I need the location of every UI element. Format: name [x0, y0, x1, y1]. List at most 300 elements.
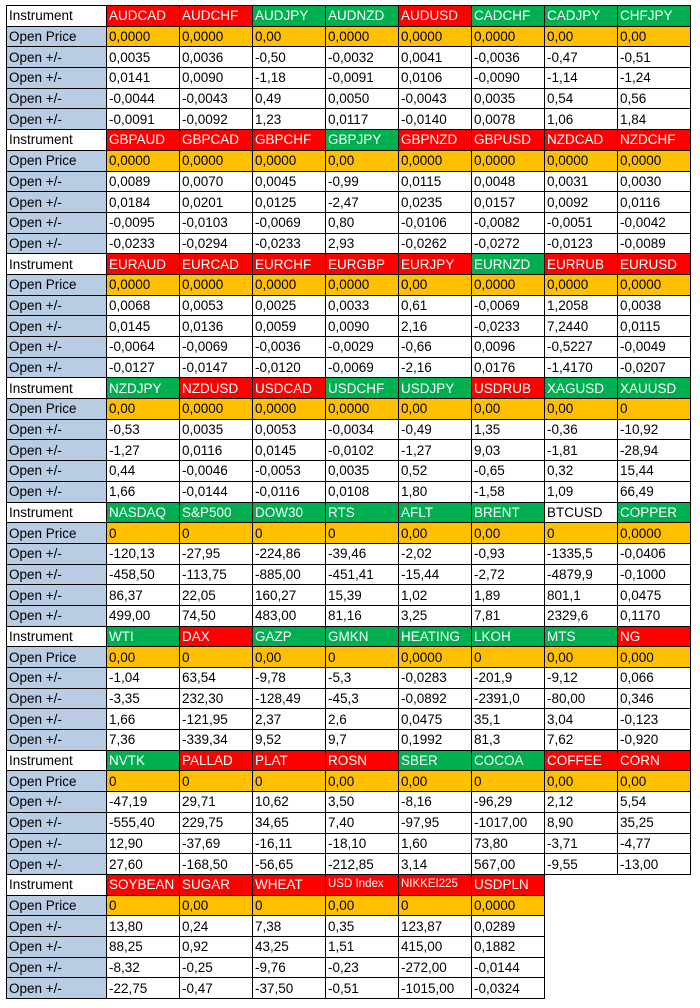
open-price-cell: 0,00	[253, 26, 326, 47]
row-label-instrument: Instrument	[7, 626, 107, 647]
instrument-name-cell: EURUSD	[618, 254, 691, 275]
row-label-open-price: Open Price	[7, 399, 107, 420]
open-price-cell: 0,0000	[326, 26, 399, 47]
instrument-name-cell: USDRUB	[472, 378, 545, 399]
open-change-cell: -0,0089	[618, 233, 691, 254]
open-change-row	[7, 316, 691, 337]
open-change-row	[7, 792, 691, 813]
open-change-cell: -0,25	[180, 957, 253, 978]
instrument-name-cell: GBPJPY	[326, 130, 399, 151]
open-change-cell: 7,36	[107, 730, 180, 751]
open-price-row	[7, 274, 691, 295]
open-change-cell: -2,47	[326, 192, 399, 213]
open-change-cell: 0,0090	[326, 316, 399, 337]
open-change-cell: 160,27	[253, 585, 326, 606]
open-change-cell: -0,0043	[180, 88, 253, 109]
open-change-cell: 2,6	[326, 709, 399, 730]
open-change-cell: -0,0272	[472, 233, 545, 254]
open-change-cell: -0,47	[545, 47, 618, 68]
open-change-cell: -0,0127	[107, 357, 180, 378]
instrument-name-cell: EURAUD	[107, 254, 180, 275]
open-change-cell: 0,0035	[326, 461, 399, 482]
open-change-cell: 0,56	[618, 88, 691, 109]
instrument-table	[6, 5, 691, 999]
open-change-cell: 0,80	[326, 212, 399, 233]
open-price-cell: 0,0000	[253, 150, 326, 171]
open-price-cell: 0,00	[545, 399, 618, 420]
open-change-cell: 0,52	[399, 461, 472, 482]
open-change-cell: 0,0475	[399, 709, 472, 730]
open-price-cell: 0	[472, 771, 545, 792]
open-change-cell: 3,14	[399, 854, 472, 875]
open-price-cell: 0,00	[618, 771, 691, 792]
instrument-name-cell: NVTK	[107, 750, 180, 771]
instrument-name-cell: HEATING	[399, 626, 472, 647]
open-change-row	[7, 357, 691, 378]
open-change-cell: 0,0108	[326, 481, 399, 502]
open-change-cell: -0,0207	[618, 357, 691, 378]
open-change-cell: 0,0089	[107, 171, 180, 192]
row-label-open-change: Open +/-	[7, 792, 107, 813]
open-change-cell: 0,0035	[180, 419, 253, 440]
open-change-cell: 0,0035	[472, 88, 545, 109]
empty-cell	[545, 895, 618, 916]
open-change-cell: 0,0070	[180, 171, 253, 192]
open-price-cell: 0,00	[399, 274, 472, 295]
instrument-name-cell: PALLAD	[180, 750, 253, 771]
open-change-cell: -0,0090	[472, 68, 545, 89]
instrument-name-cell: SUGAR	[180, 874, 253, 895]
open-change-cell: 88,25	[107, 936, 180, 957]
open-change-row	[7, 295, 691, 316]
open-change-cell: -1,27	[399, 440, 472, 461]
open-change-cell: -27,95	[180, 543, 253, 564]
open-change-cell: -272,00	[399, 957, 472, 978]
instrument-name-cell: USDCHF	[326, 378, 399, 399]
open-change-cell: -885,00	[253, 564, 326, 585]
open-price-cell: 0,0000	[472, 274, 545, 295]
row-label-open-change: Open +/-	[7, 543, 107, 564]
instrument-name-cell: AUDJPY	[253, 6, 326, 27]
open-change-cell: 35,1	[472, 709, 545, 730]
open-change-cell: 0,0053	[180, 295, 253, 316]
row-label-open-change: Open +/-	[7, 88, 107, 109]
open-change-cell: -0,51	[618, 47, 691, 68]
open-price-cell: 0,0000	[399, 26, 472, 47]
open-change-cell: -0,0091	[326, 68, 399, 89]
open-change-cell: -0,0294	[180, 233, 253, 254]
instrument-row	[7, 130, 691, 151]
open-change-cell: -0,0046	[180, 461, 253, 482]
open-change-cell: 0,49	[253, 88, 326, 109]
instrument-row	[7, 750, 691, 771]
open-change-cell: -0,0032	[326, 47, 399, 68]
open-change-row	[7, 88, 691, 109]
open-change-cell: -0,1000	[618, 564, 691, 585]
row-label-instrument: Instrument	[7, 130, 107, 151]
open-change-cell: 0,0115	[618, 316, 691, 337]
open-change-cell: 74,50	[180, 605, 253, 626]
open-price-cell: 0,00	[472, 399, 545, 420]
open-change-cell: 7,81	[472, 605, 545, 626]
open-change-cell: 29,71	[180, 792, 253, 813]
row-label-open-change: Open +/-	[7, 585, 107, 606]
open-change-row	[7, 47, 691, 68]
open-change-cell: 0,32	[545, 461, 618, 482]
empty-cell	[618, 936, 691, 957]
open-change-cell: -1017,00	[472, 812, 545, 833]
open-change-cell: 0,0201	[180, 192, 253, 213]
open-change-cell: -2,02	[399, 543, 472, 564]
open-price-cell: 0,0000	[107, 150, 180, 171]
open-change-cell: -0,0233	[107, 233, 180, 254]
open-change-cell: 0,0117	[326, 109, 399, 130]
instrument-name-cell: RTS	[326, 502, 399, 523]
open-change-cell: -0,0064	[107, 337, 180, 358]
open-change-cell: -0,0406	[618, 543, 691, 564]
open-change-cell: -0,0120	[253, 357, 326, 378]
open-price-cell: 0,00	[180, 895, 253, 916]
open-change-cell: -0,0102	[326, 440, 399, 461]
open-change-cell: -37,50	[253, 978, 326, 999]
open-change-cell: -1,04	[107, 668, 180, 689]
open-price-cell: 0,0000	[253, 274, 326, 295]
row-label-open-price: Open Price	[7, 523, 107, 544]
open-change-cell: 1,02	[399, 585, 472, 606]
row-label-open-change: Open +/-	[7, 192, 107, 213]
open-change-row	[7, 833, 691, 854]
open-price-cell: 0	[180, 771, 253, 792]
instrument-name-cell: AFLT	[399, 502, 472, 523]
open-change-cell: 483,00	[253, 605, 326, 626]
open-change-cell: 0,0033	[326, 295, 399, 316]
open-change-cell: -2391,0	[472, 688, 545, 709]
instrument-name-cell: CHFJPY	[618, 6, 691, 27]
open-change-cell: 0,1882	[472, 936, 545, 957]
open-change-cell: -0,920	[618, 730, 691, 751]
instrument-row	[7, 502, 691, 523]
instrument-name-cell: XAUUSD	[618, 378, 691, 399]
row-label-open-change: Open +/-	[7, 212, 107, 233]
open-change-cell: -0,0147	[180, 357, 253, 378]
empty-cell	[545, 916, 618, 937]
open-change-cell: 7,62	[545, 730, 618, 751]
open-change-cell: -97,95	[399, 812, 472, 833]
open-change-cell: -16,11	[253, 833, 326, 854]
open-change-cell: 0,066	[618, 668, 691, 689]
open-change-cell: 1,84	[618, 109, 691, 130]
instrument-name-cell: AUDNZD	[326, 6, 399, 27]
open-change-cell: 1,23	[253, 109, 326, 130]
instrument-row	[7, 874, 691, 895]
open-price-cell: 0,00	[326, 150, 399, 171]
open-change-cell: 66,49	[618, 481, 691, 502]
instrument-name-cell: LKOH	[472, 626, 545, 647]
open-price-cell: 0,0000	[545, 274, 618, 295]
open-change-cell: 3,25	[399, 605, 472, 626]
open-change-cell: -0,49	[399, 419, 472, 440]
open-change-cell: -8,32	[107, 957, 180, 978]
open-price-cell: 0,00	[472, 523, 545, 544]
open-change-cell: 0,0025	[253, 295, 326, 316]
instrument-name-cell: USD Index	[326, 874, 399, 895]
open-change-cell: 0,0059	[253, 316, 326, 337]
open-change-cell: 567,00	[472, 854, 545, 875]
open-change-cell: -0,0233	[472, 316, 545, 337]
open-price-row	[7, 771, 691, 792]
open-change-cell: -8,16	[399, 792, 472, 813]
open-change-cell: -224,86	[253, 543, 326, 564]
open-change-cell: 2,37	[253, 709, 326, 730]
open-price-cell: 0	[326, 523, 399, 544]
open-change-cell: 1,66	[107, 709, 180, 730]
open-change-cell: 0,0090	[180, 68, 253, 89]
instrument-name-cell: AUDCHF	[180, 6, 253, 27]
open-price-cell: 0,00	[107, 399, 180, 420]
open-price-row	[7, 523, 691, 544]
open-change-cell: 13,80	[107, 916, 180, 937]
instrument-name-cell: EURCHF	[253, 254, 326, 275]
open-change-cell: -0,0116	[253, 481, 326, 502]
instrument-name-cell: EURGBP	[326, 254, 399, 275]
open-change-cell: 0,0176	[472, 357, 545, 378]
open-change-cell: -0,0103	[180, 212, 253, 233]
open-change-cell: 0,0106	[399, 68, 472, 89]
open-change-cell: -0,0069	[326, 357, 399, 378]
open-change-cell: -0,0053	[253, 461, 326, 482]
instrument-name-cell: DAX	[180, 626, 253, 647]
instrument-name-cell: CADJPY	[545, 6, 618, 27]
open-change-cell: 0,0145	[107, 316, 180, 337]
open-change-cell: -80,00	[545, 688, 618, 709]
open-change-cell: 123,87	[399, 916, 472, 937]
instrument-name-cell: XAGUSD	[545, 378, 618, 399]
open-change-cell: -1015,00	[399, 978, 472, 999]
open-change-cell: -0,47	[180, 978, 253, 999]
instrument-name-cell: SBER	[399, 750, 472, 771]
open-change-cell: 10,62	[253, 792, 326, 813]
open-change-cell: -0,123	[618, 709, 691, 730]
instrument-name-cell: NASDAQ	[107, 502, 180, 523]
open-change-cell: -0,0082	[472, 212, 545, 233]
open-change-cell: 229,75	[180, 812, 253, 833]
open-change-cell: 9,03	[472, 440, 545, 461]
open-change-cell: 81,16	[326, 605, 399, 626]
empty-cell	[545, 978, 618, 999]
open-change-row	[7, 605, 691, 626]
open-change-cell: -201,9	[472, 668, 545, 689]
open-change-cell: 0,1992	[399, 730, 472, 751]
open-change-row	[7, 668, 691, 689]
open-change-cell: -0,0144	[472, 957, 545, 978]
open-price-cell: 0	[107, 523, 180, 544]
open-change-cell: 1,35	[472, 419, 545, 440]
open-change-cell: -0,5227	[545, 337, 618, 358]
open-change-cell: -0,36	[545, 419, 618, 440]
open-change-cell: 63,54	[180, 668, 253, 689]
open-change-cell: 1,06	[545, 109, 618, 130]
open-change-cell: -0,0051	[545, 212, 618, 233]
row-label-instrument: Instrument	[7, 874, 107, 895]
open-change-cell: 3,04	[545, 709, 618, 730]
instrument-name-cell: USDJPY	[399, 378, 472, 399]
open-change-cell: 3,50	[326, 792, 399, 813]
row-label-open-change: Open +/-	[7, 295, 107, 316]
row-label-open-change: Open +/-	[7, 978, 107, 999]
open-change-cell: 2,12	[545, 792, 618, 813]
row-label-instrument: Instrument	[7, 750, 107, 771]
instrument-row	[7, 254, 691, 275]
open-price-cell: 0,0000	[107, 274, 180, 295]
open-change-cell: 0,0475	[618, 585, 691, 606]
empty-cell	[618, 957, 691, 978]
open-change-cell: -18,10	[326, 833, 399, 854]
open-change-cell: -0,0106	[399, 212, 472, 233]
open-price-cell: 0,00	[399, 399, 472, 420]
open-change-row	[7, 68, 691, 89]
open-change-cell: -1,81	[545, 440, 618, 461]
instrument-name-cell: COFFEE	[545, 750, 618, 771]
row-label-open-change: Open +/-	[7, 357, 107, 378]
open-price-cell: 0,00	[399, 523, 472, 544]
row-label-open-change: Open +/-	[7, 419, 107, 440]
open-change-cell: -5,3	[326, 668, 399, 689]
open-price-cell: 0,0000	[545, 150, 618, 171]
open-change-cell: 801,1	[545, 585, 618, 606]
open-price-cell: 0,0000	[180, 26, 253, 47]
open-price-cell: 0,0000	[180, 150, 253, 171]
row-label-open-change: Open +/-	[7, 833, 107, 854]
open-change-cell: -0,0324	[472, 978, 545, 999]
open-price-cell: 0,0000	[472, 150, 545, 171]
open-price-cell: 0,0000	[618, 523, 691, 544]
open-change-cell: 0,0096	[472, 337, 545, 358]
open-change-cell: -1,58	[472, 481, 545, 502]
open-change-row	[7, 212, 691, 233]
open-change-row	[7, 730, 691, 751]
row-label-open-change: Open +/-	[7, 854, 107, 875]
open-change-row	[7, 564, 691, 585]
instrument-name-cell: EURJPY	[399, 254, 472, 275]
instrument-name-cell: CADCHF	[472, 6, 545, 27]
open-price-row	[7, 150, 691, 171]
open-price-cell: 0,00	[326, 895, 399, 916]
open-change-cell: -2,16	[399, 357, 472, 378]
open-change-row	[7, 916, 691, 937]
open-change-cell: -0,99	[326, 171, 399, 192]
instrument-name-cell: MTS	[545, 626, 618, 647]
open-change-cell: 0,346	[618, 688, 691, 709]
row-label-open-price: Open Price	[7, 647, 107, 668]
row-label-open-change: Open +/-	[7, 109, 107, 130]
open-change-cell: 415,00	[399, 936, 472, 957]
open-change-cell: -0,0036	[472, 47, 545, 68]
open-price-cell: 0,00	[545, 771, 618, 792]
open-price-cell: 0,000	[618, 647, 691, 668]
instrument-name-cell: GMKN	[326, 626, 399, 647]
open-change-row	[7, 440, 691, 461]
open-price-cell: 0	[180, 647, 253, 668]
open-change-cell: -212,85	[326, 854, 399, 875]
instrument-name-cell: EURNZD	[472, 254, 545, 275]
open-change-cell: 0,0092	[545, 192, 618, 213]
open-change-cell: -0,0042	[618, 212, 691, 233]
open-price-cell: 0	[253, 771, 326, 792]
open-change-cell: -451,41	[326, 564, 399, 585]
open-change-cell: -339,34	[180, 730, 253, 751]
open-change-cell: 0,0045	[253, 171, 326, 192]
row-label-open-change: Open +/-	[7, 440, 107, 461]
open-change-cell: 86,37	[107, 585, 180, 606]
instrument-name-cell: EURRUB	[545, 254, 618, 275]
instrument-name-cell: CORN	[618, 750, 691, 771]
open-change-cell: -0,53	[107, 419, 180, 440]
open-change-cell: -0,65	[472, 461, 545, 482]
open-change-cell: -0,0069	[253, 212, 326, 233]
instrument-name-cell: WTI	[107, 626, 180, 647]
open-change-cell: 0,0068	[107, 295, 180, 316]
open-change-cell: 0,0035	[107, 47, 180, 68]
open-change-cell: 1,66	[107, 481, 180, 502]
instrument-name-cell: GBPCHF	[253, 130, 326, 151]
open-change-cell: -0,0044	[107, 88, 180, 109]
open-change-cell: 27,60	[107, 854, 180, 875]
row-label-open-change: Open +/-	[7, 564, 107, 585]
instrument-row	[7, 626, 691, 647]
open-change-cell: 0,0115	[399, 171, 472, 192]
open-change-row	[7, 337, 691, 358]
empty-cell	[545, 957, 618, 978]
open-change-cell: 0,0053	[253, 419, 326, 440]
open-change-cell: -22,75	[107, 978, 180, 999]
open-change-cell: 0,24	[180, 916, 253, 937]
open-change-cell: -0,0140	[399, 109, 472, 130]
open-change-cell: -0,0233	[253, 233, 326, 254]
open-change-cell: -3,71	[545, 833, 618, 854]
open-change-cell: -0,0091	[107, 109, 180, 130]
instrument-name-cell: USDCAD	[253, 378, 326, 399]
row-label-open-price: Open Price	[7, 150, 107, 171]
open-change-row	[7, 233, 691, 254]
open-change-cell: -0,50	[253, 47, 326, 68]
open-change-cell: -0,23	[326, 957, 399, 978]
open-change-row	[7, 709, 691, 730]
instrument-name-cell: AUDCAD	[107, 6, 180, 27]
open-change-cell: 0,92	[180, 936, 253, 957]
open-change-cell: -0,0069	[180, 337, 253, 358]
open-price-row	[7, 895, 691, 916]
open-change-cell: 0,0116	[180, 440, 253, 461]
open-change-cell: 0,0031	[545, 171, 618, 192]
instrument-row	[7, 378, 691, 399]
open-change-cell: 0,0030	[618, 171, 691, 192]
open-change-cell: 15,44	[618, 461, 691, 482]
open-change-row	[7, 957, 691, 978]
open-change-cell: 1,09	[545, 481, 618, 502]
open-change-cell: -0,0095	[107, 212, 180, 233]
row-label-open-change: Open +/-	[7, 916, 107, 937]
open-price-cell: 0	[399, 895, 472, 916]
open-change-cell: -9,55	[545, 854, 618, 875]
open-change-cell: -4,77	[618, 833, 691, 854]
row-label-open-change: Open +/-	[7, 316, 107, 337]
open-price-cell: 0	[472, 647, 545, 668]
open-change-row	[7, 688, 691, 709]
open-price-cell: 0,00	[253, 647, 326, 668]
open-change-cell: -3,35	[107, 688, 180, 709]
open-change-cell: -0,0043	[399, 88, 472, 109]
open-change-cell: -0,0144	[180, 481, 253, 502]
